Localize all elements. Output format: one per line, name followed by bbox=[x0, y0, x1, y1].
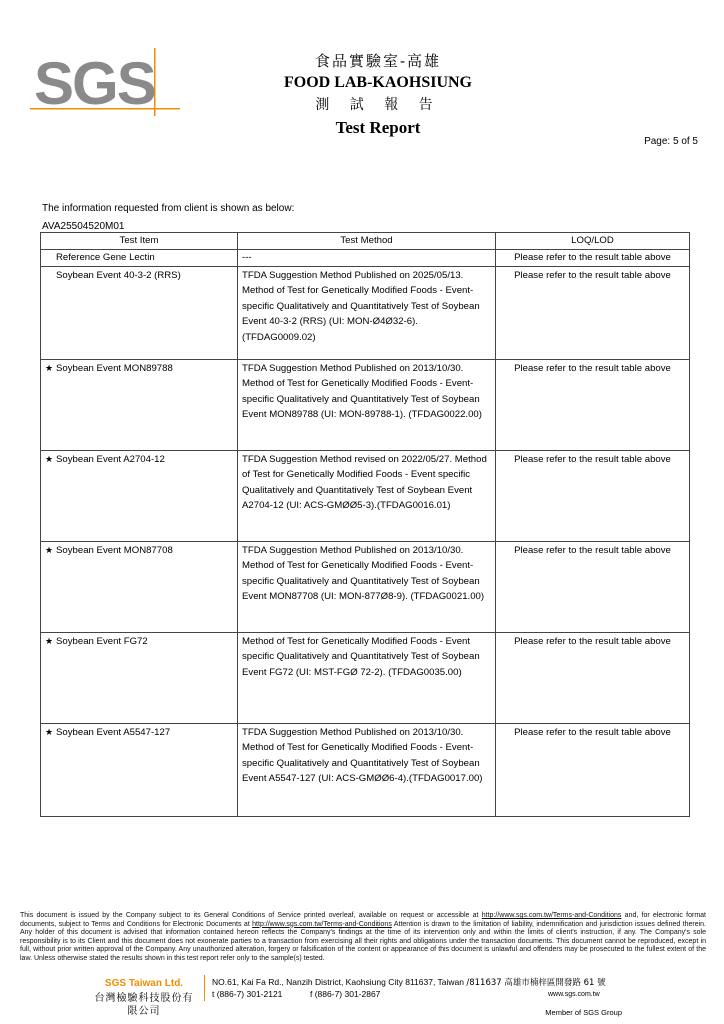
lab-title-en: FOOD LAB-KAOHSIUNG bbox=[283, 74, 472, 91]
company-fax: f (886-7) 301-2867 bbox=[310, 989, 381, 999]
company-telephone: t (886-7) 301-2121 bbox=[212, 989, 283, 999]
table-row bbox=[41, 541, 690, 632]
svg-text:SGS: SGS bbox=[34, 50, 155, 116]
company-website[interactable]: www.sgs.com.tw bbox=[548, 991, 600, 998]
table-row bbox=[41, 250, 690, 267]
lab-title-cn: 食品實驗室-高雄 bbox=[314, 52, 442, 70]
header-loq-lod: LOQ/LOD bbox=[496, 233, 690, 250]
table-row bbox=[41, 450, 690, 541]
test-item-cell: ★ Soybean Event MON89788 bbox=[41, 359, 238, 450]
disclaimer-text: This document is issued by the Company subject to its General Conditions of Service printed overleaf, available on request or accessible at http://www.sgs.com.tw/Terms-and-Conditions and, for electronic format documents, subject to Terms and Conditions for Electronic Documents at http://www.sgs.com.tw/Terms-and-Conditions Attention is drawn to the limitation of liability, indemnification and jurisdiction issues defined therein. Any holder of this document is advised that information contained hereon reflects the Company's findings at the time of its intervention only and within the limits of client's instruction, if any. The Company's sole responsibility is to its Client and this document does not exonerate parties to a transaction from exercising all their rights and obligations under the transaction documents. This document cannot be reproduced, except in full, without prior written approval of the Company. Any unauthorized alteration, forgery or falsification of the content or appearance of this document is unlawful and offenders may be prosecuted to the fullest extent of the law. Unless otherwise stated the results shown in this test report refer only to the sample(s) tested. bbox=[20, 912, 707, 962]
loq-cell: Please refer to the result table above bbox=[496, 250, 690, 267]
company-block bbox=[94, 978, 194, 1018]
test-item-cell: Soybean Event 40-3-2 (RRS) bbox=[41, 266, 238, 359]
intro-text: The information requested from client is shown as below: bbox=[42, 203, 295, 214]
loq-cell: Please refer to the result table above bbox=[496, 541, 690, 632]
test-method-cell: TFDA Suggestion Method Published on 2013/10/30. Method of Test for Genetically Modified Foods - Event-specific Qualitatively and Quantitatively Test of Soybean Event MON89788 (UI: MON-89788-1). (TFDAG0022.00) bbox=[238, 359, 496, 450]
table-row bbox=[41, 632, 690, 723]
test-method-cell: TFDA Suggestion Method revised on 2022/05/27. Method of Test for Genetically Modified Foods - Event specific Qualitatively and Quantitatively Test of Soybean Event A2704-12 (UI: ACS-GMØØ5-3).(TFDAG0016.01) bbox=[238, 450, 496, 541]
star-icon: ★ bbox=[45, 726, 54, 737]
test-method-cell: TFDA Suggestion Method Published on 2013/10/30. Method of Test for Genetically Modified Foods - Event-specific Qualitatively and Quantitatively Test of Soybean Event A5547-127 (UI: ACS-GMØØ6-4).(TFDAG0017.00) bbox=[238, 723, 496, 816]
test-item-cell: ★ Soybean Event A2704-12 bbox=[41, 450, 238, 541]
test-method-cell: Method of Test for Genetically Modified Foods - Event specific Qualitatively and Quantitatively Test of Soybean Event FG72 (UI: MST-FGØ 72-2). (TFDAG0035.00) bbox=[238, 632, 496, 723]
header-test-method: Test Method bbox=[238, 233, 496, 250]
test-item-cell: ★ Soybean Event A5547-127 bbox=[41, 723, 238, 816]
star-icon: ★ bbox=[45, 453, 54, 464]
loq-cell: Please refer to the result table above bbox=[496, 359, 690, 450]
company-address: NO.61, Kai Fa Rd., Nanzih District, Kaohsiung City 811637, Taiwan /811637 高雄市楠梓區開發路 61 號 bbox=[212, 977, 606, 988]
loq-cell: Please refer to the result table above bbox=[496, 723, 690, 816]
test-method-cell: TFDA Suggestion Method Published on 2025/05/13. Method of Test for Genetically Modified Foods - Event-specific Qualitatively and Quantitatively Test of Soybean Event 40-3-2 (RRS) (UI: MON-Ø4Ø32-6).(TFDAG0009.02) bbox=[238, 266, 496, 359]
test-method-cell: TFDA Suggestion Method Published on 2013/10/30. Method of Test for Genetically Modified Foods - Event-specific Qualitatively and Quantitatively Test of Soybean Event MON87708 (UI: MON-877Ø8-9). (TFDAG0021.00) bbox=[238, 541, 496, 632]
footer-divider bbox=[204, 975, 205, 1001]
loq-cell: Please refer to the result table above bbox=[496, 266, 690, 359]
test-method-cell: --- bbox=[238, 250, 496, 267]
page-number: Page: 5 of 5 bbox=[644, 136, 698, 147]
report-title-cn: 測 試 報 告 bbox=[315, 97, 441, 113]
table-row bbox=[41, 266, 690, 359]
header-test-item: Test Item bbox=[41, 233, 238, 250]
sgs-logo bbox=[30, 48, 180, 116]
table-row bbox=[41, 359, 690, 450]
loq-cell: Please refer to the result table above bbox=[496, 450, 690, 541]
report-number: AVA25504520M01 bbox=[42, 221, 125, 232]
star-icon: ★ bbox=[45, 362, 54, 373]
member-of-group: Member of SGS Group bbox=[545, 1008, 622, 1017]
test-item-cell: ★ Soybean Event FG72 bbox=[41, 632, 238, 723]
company-name-en: SGS Taiwan Ltd. bbox=[104, 978, 184, 989]
report-title-en: Test Report bbox=[335, 118, 421, 137]
terms-electronic-link[interactable]: http://www.sgs.com.tw/Terms-and-Conditions bbox=[252, 920, 392, 928]
table-row bbox=[41, 723, 690, 816]
test-item-cell: ★ Soybean Event MON87708 bbox=[41, 541, 238, 632]
company-name-cn: 台灣檢驗科技股份有限公司 bbox=[94, 993, 194, 1017]
test-method-table bbox=[40, 232, 690, 817]
star-icon: ★ bbox=[45, 635, 54, 646]
terms-link[interactable]: http://www.sgs.com.tw/Terms-and-Conditions bbox=[481, 912, 622, 919]
star-icon: ★ bbox=[45, 544, 54, 555]
loq-cell: Please refer to the result table above bbox=[496, 632, 690, 723]
test-item-cell: Reference Gene Lectin bbox=[41, 250, 238, 267]
